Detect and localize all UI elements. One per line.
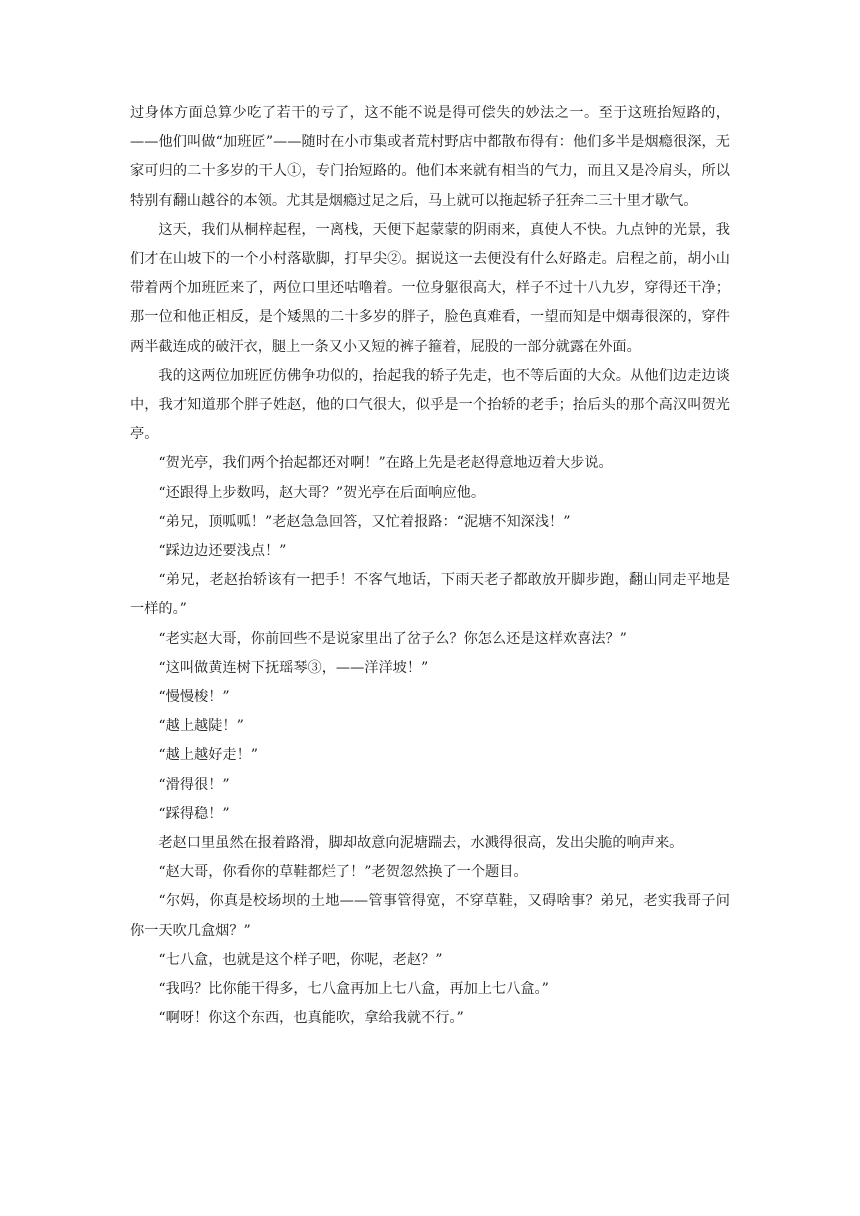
paragraph: 我的这两位加班匠仿佛争功似的，抬起我的轿子先走，也不等后面的大众。从他们边走边谈中，我才知道那个胖子姓赵，他的口气很大，似乎是一个抬轿的老手；抬后头的那个高汉叫贺光亭。 [130,367,730,443]
dialogue-line: “贺光亭，我们两个抬起都还对啊！”在路上先是老赵得意地迈着大步说。 [158,455,613,472]
dialogue-line: “踩边边还要浅点！” [158,543,287,560]
dialogue-line: “赵大哥，你看你的草鞋都烂了！”老贺忽然换了一个题目。 [158,864,528,881]
body-text [130,99,730,1034]
dialogue-line: “滑得很！” [158,776,230,793]
dialogue-line: “踩得稳！” [158,805,230,822]
dialogue-line: “弟兄，顶呱呱！”老赵急急回答，又忙着报路：“泥塘不知深浅！” [158,513,571,530]
dialogue-line: “这叫做黄连树下抚瑶琴③，——洋洋坡！” [158,659,429,676]
paragraph-continued: 过身体方面总算少吃了若干的亏了，这不能不说是得可偿失的妙法之一。至于这班抬短路的，——他们叫做“加班匠”——随时在小市集或者荒村野店中都散布得有：他们多半是烟瘾很深，无家可归的二十多岁的干人①，专门抬短路的。他们本来就有相当的气力，而且又是冷肩头，所以特别有翻山越谷的本领。尤其是烟瘾过足之后，马上就可以拖起轿子狂奔二三十里才歇气。 [130,105,730,209]
paragraph: 老赵口里虽然在报着路滑，脚却故意向泥塘踹去，水溅得很高，发出尖脆的响声来。 [158,835,684,852]
dialogue-line: “我吗？比你能干得多，七八盒再加上七八盒，再加上七八盒。” [158,981,549,998]
dialogue-line: “慢慢梭！” [158,689,230,706]
dialogue-line: “越上越陡！” [158,718,244,735]
paragraph: 这天，我们从桐梓起程，一离栈，天便下起蒙蒙的阴雨来，真使人不快。九点钟的光景，我们才在山坡下的一个小村落歇脚，打早尖②。据说这一去便没有什么好路走。启程之前，胡小山带着两个加班匠来了，两位口里还咕噜着。一位身躯很高大，样子不过十八九岁，穿得还干净；那一位和他正相反，是个矮黑的二十多岁的胖子，脸色真难看，一望而知是中烟毒很深的，穿件两半截连成的破汗衣，腿上一条又小又短的裤子箍着，屁股的一部分就露在外面。 [130,221,730,355]
dialogue-line: “弟兄，老赵抬轿该有一把手！不客气地话，下雨天老子都敢放开脚步跑，翻山同走平地是一样的。” [130,572,730,618]
dialogue-line: “尔妈，你真是校场坝的土地——管事管得宽，不穿草鞋，又碍啥事？弟兄，老实我哥子问你一天吹几盒烟？” [130,893,730,939]
dialogue-line: “越上越好走！” [158,747,259,764]
dialogue-line: “啊呀！你这个东西，也真能吹，拿给我就不行。” [158,1010,464,1027]
dialogue-line: “七八盒，也就是这个样子吧，你呢，老赵？” [158,951,443,968]
dialogue-line: “还跟得上步数吗，赵大哥？”贺光亭在后面响应他。 [158,484,486,501]
dialogue-line: “老实赵大哥，你前回些不是说家里出了岔子么？你怎么还是这样欢喜法？” [158,630,627,647]
